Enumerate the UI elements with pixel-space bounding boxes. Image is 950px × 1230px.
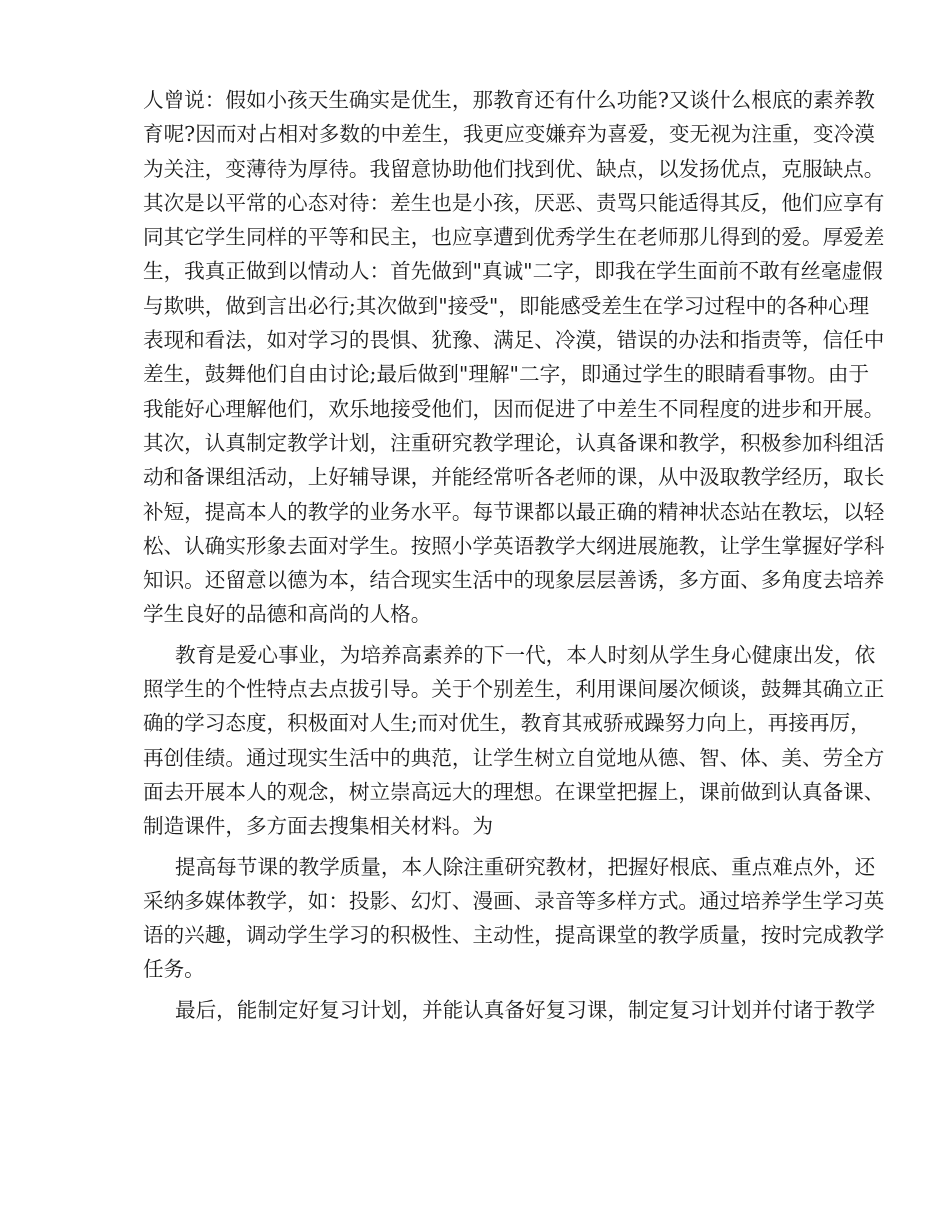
text-line: 育呢?因而对占相对多数的中差生，我更应变嫌弃为喜爱，变无视为注重，变冷漠 bbox=[143, 122, 875, 147]
text-line: 面去开展本人的观念，树立崇高远大的理想。在课堂把握上，课前做到认真备课、 bbox=[143, 779, 885, 804]
text-line: 确的学习态度，积极面对人生;而对优生，教育其戒骄戒躁努力向上，再接再厉， bbox=[143, 711, 871, 736]
body-text bbox=[143, 83, 885, 1027]
text-line: 同其它学生同样的平等和民主，也应享遭到优秀学生在老师那儿得到的爱。厚爱差 bbox=[143, 225, 885, 250]
text-line: 最后，能制定好复习计划，并能认真备好复习课，制定复习计划并付诸于教学 bbox=[175, 997, 876, 1022]
text-line: 为关注，变薄待为厚待。我留意协助他们找到优、缺点，以发扬优点，克服缺点。 bbox=[143, 156, 885, 181]
text-line: 提高每节课的教学质量，本人除注重研究教材，把握好根底、重点难点外，还 bbox=[175, 854, 876, 879]
text-line: 其次，认真制定教学计划，注重研究教学理论，认真备课和教学，积极参加科组活 bbox=[143, 430, 885, 455]
text-line: 差生，鼓舞他们自由讨论;最后做到"理解"二字，即通过学生的眼睛看事物。由于 bbox=[143, 362, 870, 387]
text-line: 制造课件，多方面去搜集相关材料。为 bbox=[143, 814, 494, 839]
text-line: 其次是以平常的心态对待：差生也是小孩，厌恶、责骂只能适得其反，他们应享有 bbox=[143, 190, 885, 215]
text-line: 学生良好的品德和高尚的人格。 bbox=[143, 602, 432, 627]
text-line: 语的兴趣，调动学生学习的积极性、主动性，提高课堂的教学质量，按时完成教学 bbox=[143, 923, 885, 948]
text-line: 知识。还留意以德为本，结合现实生活中的现象层层善诱，多方面、多角度去培养 bbox=[143, 568, 885, 593]
text-line: 表现和看法，如对学习的畏惧、犹豫、满足、冷漠，错误的办法和指责等，信任中 bbox=[143, 328, 885, 353]
paragraph bbox=[143, 83, 885, 632]
text-line: 再创佳绩。通过现实生活中的典范，让学生树立自觉地从德、智、体、美、劳全方 bbox=[143, 745, 885, 770]
text-line: 教育是爱心事业，为培养高素养的下一代，本人时刻从学生身心健康出发，依 bbox=[175, 642, 876, 667]
text-line: 松、认确实形象去面对学生。按照小学英语教学大纲进展施教，让学生掌握好学科 bbox=[143, 533, 885, 558]
text-line: 补短，提高本人的教学的业务水平。每节课都以最正确的精神状态站在教坛，以轻 bbox=[143, 499, 885, 524]
text-line: 与欺哄，做到言出必行;其次做到"接受"，即能感受差生在学习过程中的各种心理 bbox=[143, 293, 870, 318]
text-line: 任务。 bbox=[143, 957, 205, 982]
text-line: 人曾说：假如小孩天生确实是优生，那教育还有什么功能?又谈什么根底的素养教 bbox=[143, 88, 875, 112]
paragraph bbox=[143, 993, 876, 1027]
text-line: 我能好心理解他们，欢乐地接受他们，因而促进了中差生不同程度的进步和开展。 bbox=[143, 396, 885, 421]
text-line: 生，我真正做到以情动人：首先做到"真诚"二字，即我在学生面前不敢有丝毫虚假 bbox=[143, 259, 883, 284]
paragraph bbox=[143, 638, 885, 844]
text-line: 照学生的个性特点去点拔引导。关于个别差生，利用课间屡次倾谈，鼓舞其确立正 bbox=[143, 677, 885, 702]
text-line: 采纳多媒体教学，如：投影、幻灯、漫画、录音等多样方式。通过培养学生学习英 bbox=[143, 888, 885, 913]
paragraph bbox=[143, 850, 885, 987]
text-line: 动和备课组活动，上好辅导课，并能经常听各老师的课，从中汲取教学经历，取长 bbox=[143, 465, 885, 490]
